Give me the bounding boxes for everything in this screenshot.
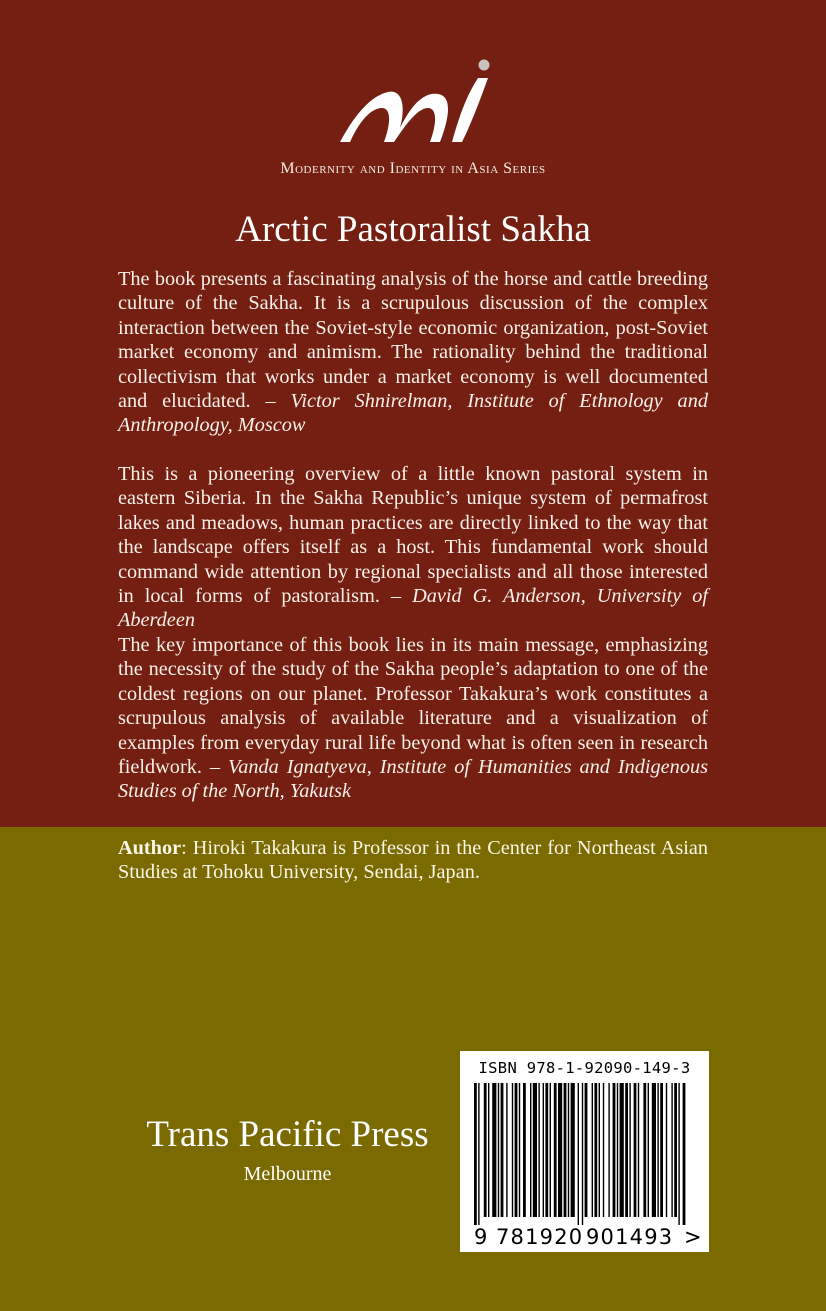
barcode-bar [558, 1083, 562, 1217]
barcode-bar [603, 1083, 604, 1217]
barcode-bar [671, 1083, 672, 1217]
review-text: The book presents a fascinating analysis of the horse and cattle breeding culture of the Sakha. It is a scrupulous discussion of the complex interaction between the Soviet-style economic organization, post-Soviet market economy and animism. The rationality behind the traditional collectivism that works under a market economy is well documented and elucidated. [118, 268, 708, 413]
barcode-bar [678, 1083, 679, 1225]
mi-series-logo-icon [332, 56, 494, 148]
barcode-bar [501, 1083, 504, 1217]
barcode-digit-lead: 9 [474, 1225, 488, 1249]
barcode-bar [550, 1083, 551, 1217]
barcode-bar [474, 1083, 477, 1225]
barcode-bar [533, 1083, 537, 1217]
barcode-bar [512, 1083, 513, 1217]
barcode-bar [578, 1083, 579, 1225]
barcode-bar [599, 1083, 600, 1217]
barcode-bar [519, 1083, 520, 1217]
author-bio [118, 836, 708, 885]
review-text: The key importance of this book lies in its main message, emphasizing the necessity of the study of the Sakha people’s adaptation to one of the coldest regions on our planet. Professor Takakura’s work constitutes a scrupulous analysis of available literature and a visualization of examples from everyday rural life beyond what is often seen in research fieldwork. [118, 634, 708, 779]
barcode-bar [582, 1083, 583, 1225]
isbn-barcode [460, 1051, 709, 1252]
publisher-name: Trans Pacific Press [146, 1114, 429, 1155]
barcode-bar [492, 1083, 496, 1217]
barcode-bar [568, 1083, 569, 1217]
barcode-bar [657, 1083, 658, 1217]
barcode-digits-left: 781920 [496, 1225, 584, 1249]
author-text: : Hiroki Takakura is Professor in the Center for Northeast Asian Studies at Tohoku University, Sendai, Japan. [118, 837, 708, 884]
barcode-bar [643, 1083, 646, 1217]
barcode-bar [634, 1083, 637, 1217]
barcode-bar [506, 1083, 507, 1217]
barcode-bar [523, 1083, 526, 1217]
barcode-digits-right: 901493 [586, 1225, 674, 1249]
review-attribution: – Vanda Ignatyeva, Institute of Humanities and Indigenous Studies of the North, Yakutsk [118, 756, 709, 803]
barcode-bar [648, 1083, 649, 1217]
barcode-bar [620, 1083, 624, 1217]
barcode-bar [608, 1083, 609, 1217]
barcode-bar [571, 1083, 575, 1217]
barcode-bar [543, 1083, 544, 1217]
barcode-bar [488, 1083, 489, 1217]
series-name: Modernity and Identity in Asia Series [280, 160, 546, 177]
barcode-bar [538, 1083, 539, 1217]
review-2 [118, 462, 708, 633]
barcode-bars [470, 1083, 699, 1225]
barcode-bar [629, 1083, 630, 1217]
author-label: Author [118, 837, 182, 859]
book-title: Arctic Pastoralist Sakha [235, 209, 591, 250]
barcode-bar [594, 1083, 597, 1217]
isbn-label: ISBN 978-1-92090-149-3 [478, 1059, 691, 1077]
barcode-bar [564, 1083, 567, 1217]
barcode-digit-trail: > [684, 1225, 702, 1249]
publisher-city: Melbourne [243, 1163, 332, 1185]
barcode-bar [515, 1083, 518, 1217]
barcode-bar [660, 1083, 663, 1217]
barcode-bar [674, 1083, 677, 1217]
barcode-bar [530, 1083, 531, 1217]
barcode-bar [592, 1083, 593, 1217]
barcode-bar [484, 1083, 487, 1217]
review-attribution: – Victor Shnirelman, Institute of Ethnology and Anthropology, Moscow [118, 390, 708, 437]
barcode-bar [585, 1083, 588, 1217]
barcode-bar [545, 1083, 548, 1217]
review-text: This is a pioneering overview of a little known pastoral system in eastern Siberia. In the Sakha Republic’s unique system of permafrost lakes and meadows, human practices are directly linked to the way that the landscape offers itself as a host. This fundamental work should command wide attention by regional specialists and all those interested in local forms of pastoralism. [118, 463, 708, 608]
barcode-bar [498, 1083, 499, 1217]
review-3 [118, 633, 708, 804]
barcode-bar [638, 1083, 639, 1217]
barcode-bar [617, 1083, 618, 1217]
review-1 [118, 267, 708, 438]
barcode-bar [478, 1083, 479, 1225]
barcode-bar [613, 1083, 616, 1217]
barcode-bar [625, 1083, 628, 1217]
barcode-bar [683, 1083, 686, 1225]
barcode-bar [554, 1083, 557, 1217]
review-attribution: – David G. Anderson, University of Aberdeen [118, 585, 708, 632]
barcode-bar [652, 1083, 656, 1217]
barcode-bar [666, 1083, 667, 1217]
